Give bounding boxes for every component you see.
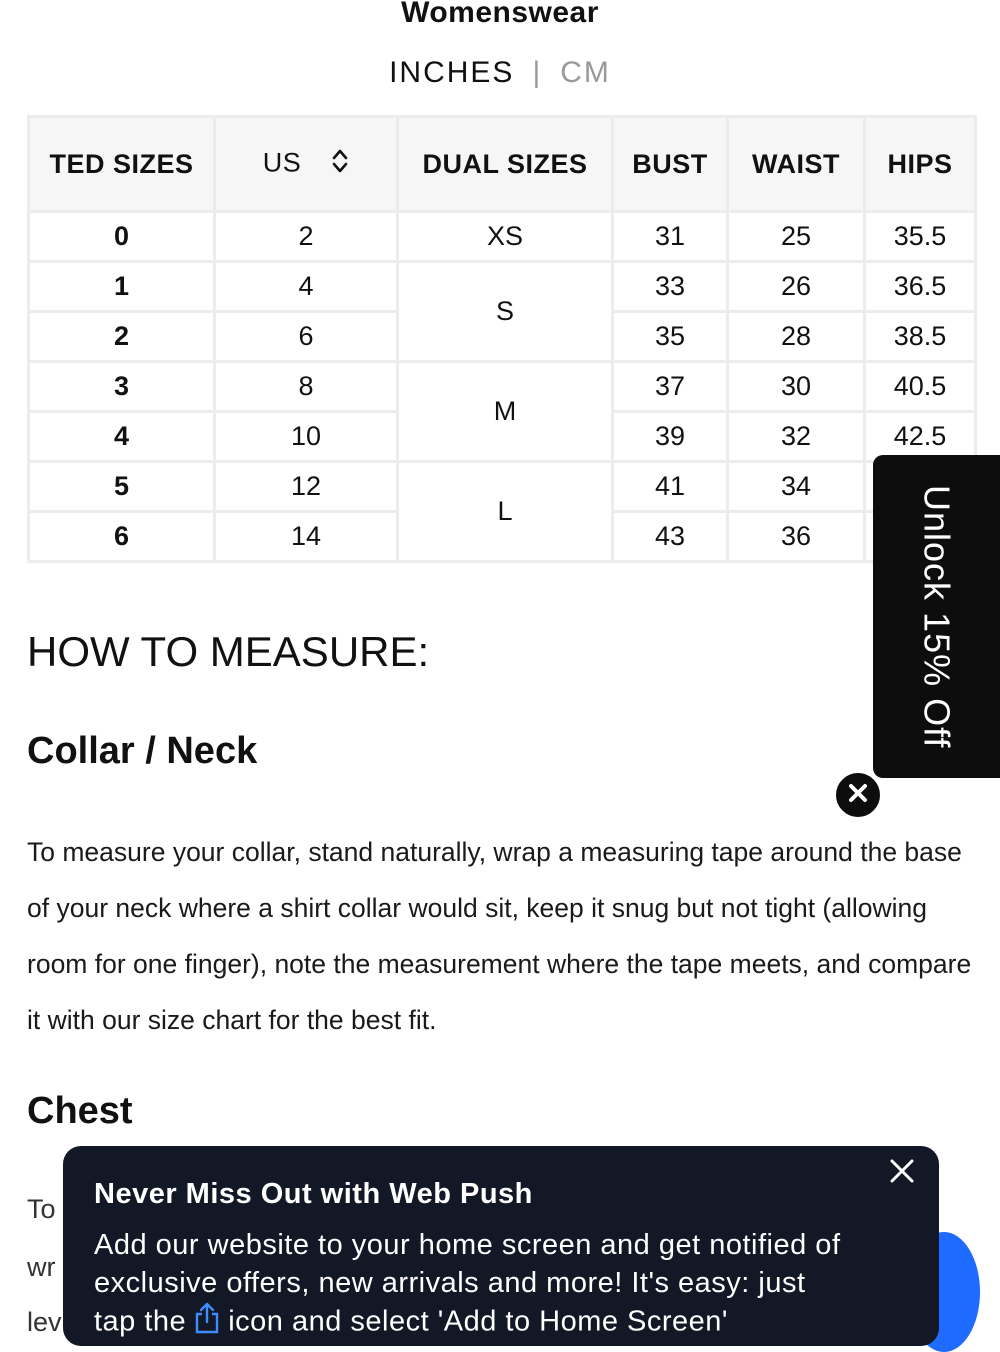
dual-size-cell: S [398, 262, 613, 362]
push-banner-body [94, 1226, 924, 1344]
share-icon [192, 1302, 222, 1344]
header-hips: HIPS [865, 117, 976, 212]
header-dual-sizes: DUAL SIZES [398, 117, 613, 212]
sort-icon[interactable] [331, 147, 349, 182]
table-row [29, 262, 976, 312]
chest-text-fragment: To [27, 1194, 56, 1224]
ted-size-cell: 4 [29, 412, 215, 462]
push-close-button[interactable] [885, 1154, 919, 1188]
ted-size-cell: 5 [29, 462, 215, 512]
close-icon [847, 782, 869, 809]
us-size-cell: 8 [215, 362, 398, 412]
close-icon [885, 1175, 919, 1192]
us-size-cell: 10 [215, 412, 398, 462]
dual-size-cell: L [398, 462, 613, 562]
us-size-cell: 2 [215, 212, 398, 262]
push-body-line: Add our website to your home screen and get notified of [94, 1229, 841, 1261]
collar-line: To measure your collar, stand naturally, wrap a measuring tape around the base [27, 837, 962, 867]
us-size-cell: 14 [215, 512, 398, 562]
dual-size-cell: XS [398, 212, 613, 262]
hips-cell: 40.5 [865, 362, 976, 412]
waist-cell: 25 [728, 212, 865, 262]
unit-cm-option[interactable]: CM [560, 56, 611, 89]
table-header-row [29, 117, 976, 212]
table-row [29, 362, 976, 412]
waist-cell: 34 [728, 462, 865, 512]
size-table [27, 115, 977, 563]
chest-heading: Chest [27, 1090, 133, 1132]
us-size-cell: 6 [215, 312, 398, 362]
ted-size-cell: 0 [29, 212, 215, 262]
promo-close-button[interactable] [834, 771, 882, 819]
push-body-text: icon and select 'Add to Home Screen' [228, 1305, 728, 1338]
waist-cell: 28 [728, 312, 865, 362]
bust-cell: 31 [613, 212, 728, 262]
promo-text: Unlock 15% Off [916, 484, 958, 749]
bust-cell: 43 [613, 512, 728, 562]
ted-size-cell: 6 [29, 512, 215, 562]
collar-line: it with our size chart for the best fit. [27, 1005, 437, 1035]
header-ted-sizes: TED SIZES [29, 117, 215, 212]
hips-cell: 42.5 [865, 412, 976, 462]
push-body-line [94, 1302, 924, 1344]
collar-heading: Collar / Neck [27, 730, 258, 772]
collar-description [27, 824, 977, 1048]
dual-size-cell: M [398, 362, 613, 462]
unlock-discount-tab[interactable] [873, 455, 1000, 778]
bust-cell: 41 [613, 462, 728, 512]
ted-size-cell: 2 [29, 312, 215, 362]
push-banner-title: Never Miss Out with Web Push [94, 1178, 533, 1210]
hips-cell: 38.5 [865, 312, 976, 362]
hips-cell: 36.5 [865, 262, 976, 312]
chest-text-fragment: lev [27, 1307, 62, 1337]
collar-line: room for one finger), note the measurement where the tape meets, and compare [27, 949, 972, 979]
how-to-measure-heading: HOW TO MEASURE: [27, 628, 430, 675]
us-size-cell: 4 [215, 262, 398, 312]
header-bust: BUST [613, 117, 728, 212]
header-waist: WAIST [728, 117, 865, 212]
table-row [29, 212, 976, 262]
waist-cell: 32 [728, 412, 865, 462]
bust-cell: 37 [613, 362, 728, 412]
header-us-label: US [262, 147, 302, 178]
web-push-banner [63, 1146, 939, 1346]
bust-cell: 33 [613, 262, 728, 312]
bust-cell: 35 [613, 312, 728, 362]
waist-cell: 30 [728, 362, 865, 412]
chest-text-fragment: wr [27, 1252, 56, 1282]
collar-line: of your neck where a shirt collar would sit, keep it snug but not tight (allowing [27, 893, 927, 923]
unit-inches-option[interactable]: INCHES [389, 56, 515, 89]
us-size-cell: 12 [215, 462, 398, 512]
ted-size-cell: 1 [29, 262, 215, 312]
push-body-text: tap the [94, 1305, 187, 1338]
waist-cell: 26 [728, 262, 865, 312]
unit-separator: | [532, 56, 543, 89]
page-title: Womenswear [401, 0, 599, 29]
header-us-select[interactable] [215, 117, 398, 212]
unit-toggle [0, 56, 1000, 90]
bust-cell: 39 [613, 412, 728, 462]
hips-cell: 35.5 [865, 212, 976, 262]
push-body-line: exclusive offers, new arrivals and more! It's easy: just [94, 1267, 806, 1299]
waist-cell: 36 [728, 512, 865, 562]
table-row [29, 462, 976, 512]
ted-size-cell: 3 [29, 362, 215, 412]
